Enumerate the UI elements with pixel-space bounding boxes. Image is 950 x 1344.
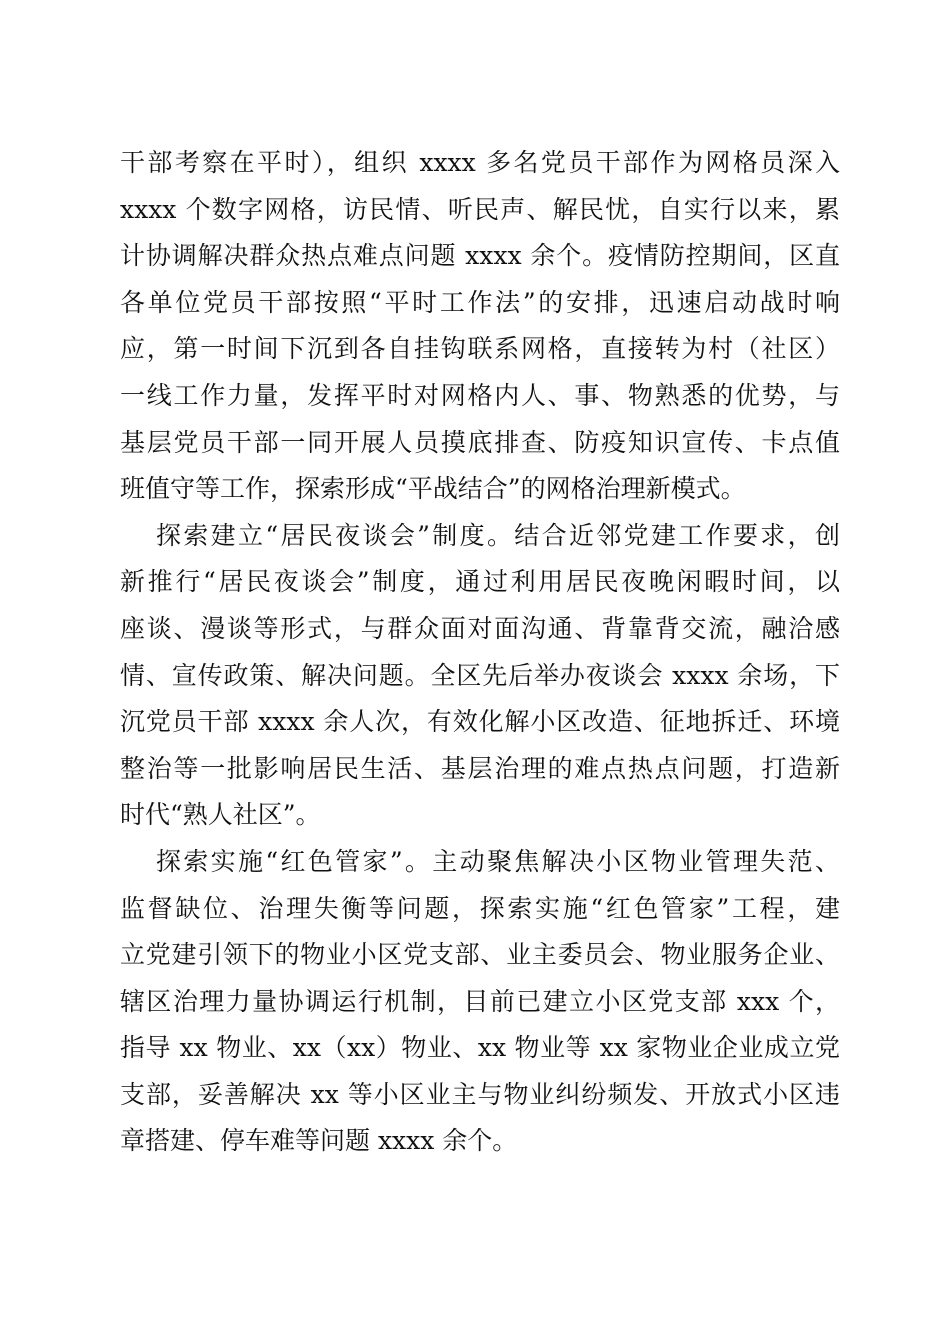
paragraph-1-line-2: xxxx 个数字网格，访民情、听民声、解民忧，自实行以来，累 <box>120 194 840 224</box>
paragraph-2-line-4: 情、宣传政策、解决问题。全区先后举办夜谈会 xxxx 余场，下 <box>120 660 840 690</box>
paragraph-3-line-1: 探索实施“红色管家”。主动聚焦解决小区物业管理失范、 <box>156 846 840 876</box>
paragraph-2-line-1: 探索建立“居民夜谈会”制度。结合近邻党建工作要求，创 <box>156 520 840 550</box>
paragraph-3-line-3: 立党建引领下的物业小区党支部、业主委员会、物业服务企业、 <box>120 940 840 970</box>
paragraph-1-line-1: 干部考察在平时），组织 xxxx 多名党员干部作为网格员深入 <box>120 148 840 177</box>
paragraph-2-line-5: 沉党员干部 xxxx 余人次，有效化解小区改造、征地拆迁、环境 <box>120 707 840 737</box>
paragraph-2-line-2: 新推行“居民夜谈会”制度，通过利用居民夜晚闲暇时间，以 <box>120 567 840 597</box>
paragraph-1-line-8: 班值守等工作，探索形成“平战结合”的网格治理新模式。 <box>120 474 746 504</box>
paragraph-3-line-7: 章搭建、停车难等问题 xxxx 余个。 <box>120 1126 518 1156</box>
paragraph-2-line-3: 座谈、漫谈等形式，与群众面对面沟通、背靠背交流，融洽感 <box>120 613 840 643</box>
paragraph-2-line-7: 时代“熟人社区”。 <box>120 800 321 830</box>
document-body <box>120 140 840 1165</box>
paragraph-1-line-7: 基层党员干部一同开展人员摸底排查、防疫知识宣传、卡点值 <box>120 427 840 457</box>
paragraph-1-line-5: 应，第一时间下沉到各自挂钩联系网格，直接转为村（社区） <box>120 334 840 364</box>
paragraph-3-line-6: 支部，妥善解决 xx 等小区业主与物业纠纷频发、开放式小区违 <box>120 1079 840 1109</box>
paragraph-3-line-2: 监督缺位、治理失衡等问题，探索实施“红色管家”工程，建 <box>120 893 840 923</box>
paragraph-1-line-4: 各单位党员干部按照“平时工作法”的安排，迅速启动战时响 <box>120 287 840 317</box>
paragraph-1-line-6: 一线工作力量，发挥平时对网格内人、事、物熟悉的优势，与 <box>120 380 840 410</box>
paragraph-3-line-4: 辖区治理力量协调运行机制，目前已建立小区党支部 xxx 个， <box>120 986 840 1016</box>
paragraph-3-line-5: 指导 xx 物业、xx（xx）物业、xx 物业等 xx 家物业企业成立党 <box>120 1033 840 1063</box>
paragraph-2-line-6: 整治等一批影响居民生活、基层治理的难点热点问题，打造新 <box>120 753 840 783</box>
paragraph-1-line-3: 计协调解决群众热点难点问题 xxxx 余个。疫情防控期间，区直 <box>120 241 840 271</box>
